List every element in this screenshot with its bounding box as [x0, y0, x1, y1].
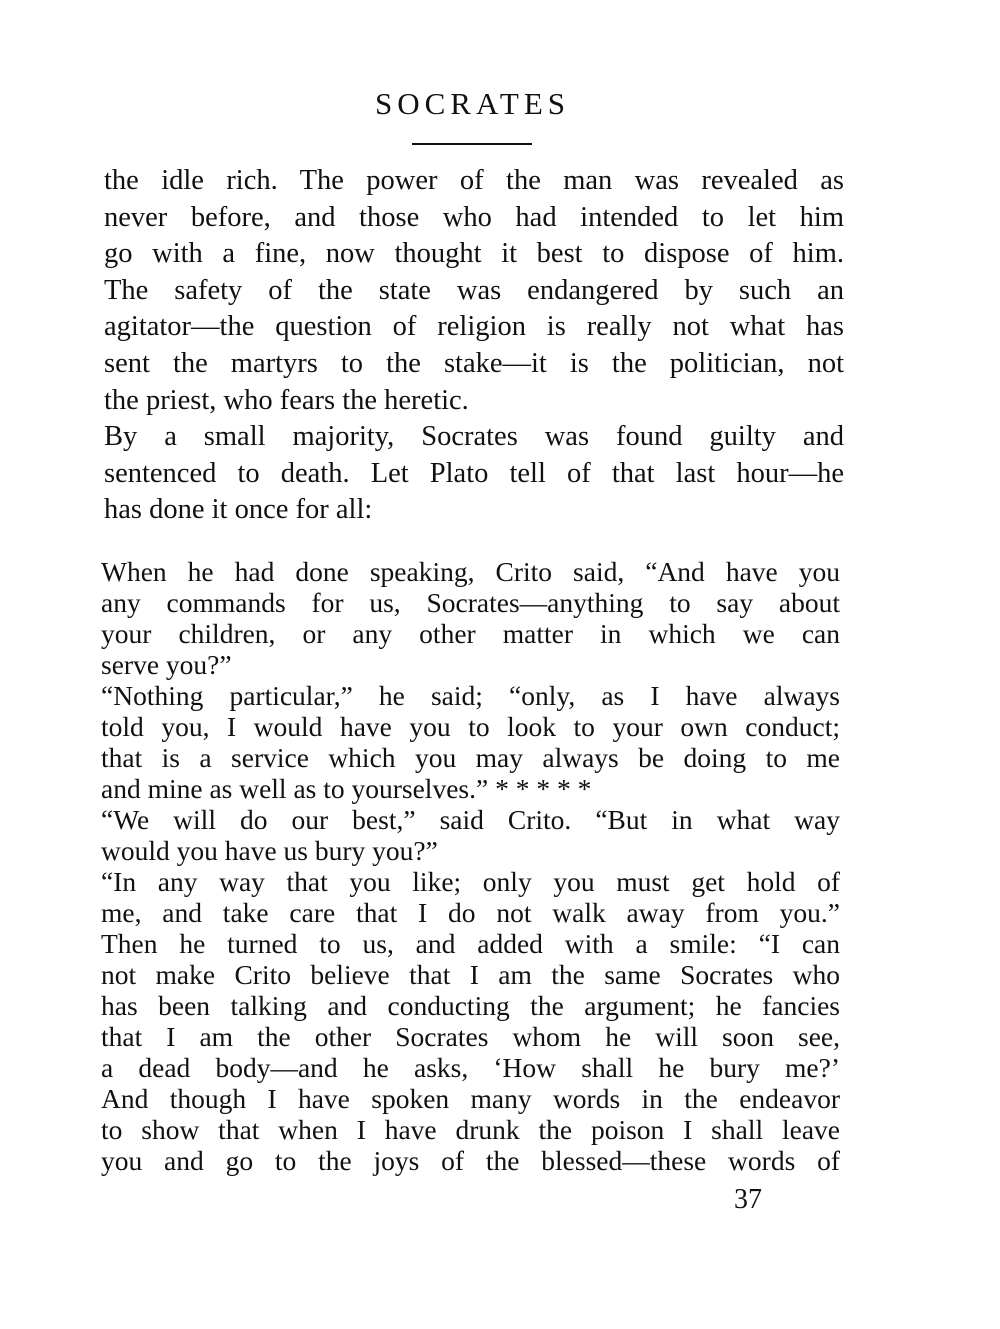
text-line: sentenced to death. Let Plato tell of that last hour—he: [104, 457, 844, 489]
text-line: agitator—the question of religion is really not what has: [104, 311, 844, 343]
text-line: The safety of the state was endangered by such an: [104, 274, 844, 306]
quote-line: that I am the other Socrates whom he will soon see,: [101, 1021, 840, 1052]
quote-line: that is a service which you may always be doing to me: [101, 742, 840, 773]
quote-line: a dead body—and he asks, ‘How shall he bury me?’: [101, 1052, 840, 1083]
running-head-rule: [412, 143, 532, 145]
quote-line: “We will do our best,” said Crito. “But in what way: [101, 804, 840, 835]
quote-line: me, and take care that I do not walk away from you.”: [101, 897, 840, 928]
quote-line: “Nothing particular,” he said; “only, as I have always: [101, 680, 840, 711]
page-number: 37: [734, 1184, 762, 1215]
quote-line: And though I have spoken many words in the endeavor: [101, 1083, 840, 1114]
quote-line: Then he turned to us, and added with a smile: “I can: [101, 928, 840, 959]
quote-line: When he had done speaking, Crito said, “And have you: [101, 556, 840, 587]
text-line: sent the martyrs to the stake—it is the politician, not: [104, 347, 844, 379]
text-line: never before, and those who had intended to let him: [104, 201, 844, 233]
text-line: By a small majority, Socrates was found guilty and: [104, 421, 844, 453]
quote-line: any commands for us, Socrates—anything to say about: [101, 587, 840, 618]
text-line: has done it once for all:: [104, 494, 373, 526]
quote-line: and mine as well as to yourselves.” * * * * *: [101, 773, 592, 804]
text-line: go with a fine, now thought it best to dispose of him.: [104, 238, 844, 270]
quote-line: would you have us bury you?”: [101, 835, 438, 866]
plato-quotation: [101, 556, 840, 1176]
text-line: the idle rich. The power of the man was revealed as: [104, 165, 844, 196]
quote-line: serve you?”: [101, 649, 232, 680]
quote-line: to show that when I have drunk the poison I shall leave: [101, 1114, 840, 1145]
quote-line: “In any way that you like; only you must get hold of: [101, 866, 840, 897]
narrative-text: [104, 163, 844, 529]
quote-line: has been talking and conducting the argument; he fancies: [101, 990, 840, 1021]
quote-line: not make Crito believe that I am the same Socrates who: [101, 959, 840, 990]
quote-line: you and go to the joys of the blessed—these words of: [101, 1145, 840, 1176]
quote-line: your children, or any other matter in which we can: [101, 618, 840, 649]
running-head: SOCRATES: [374, 86, 571, 121]
text-line: the priest, who fears the heretic.: [104, 384, 469, 416]
quote-line: told you, I would have you to look to your own conduct;: [101, 711, 840, 742]
